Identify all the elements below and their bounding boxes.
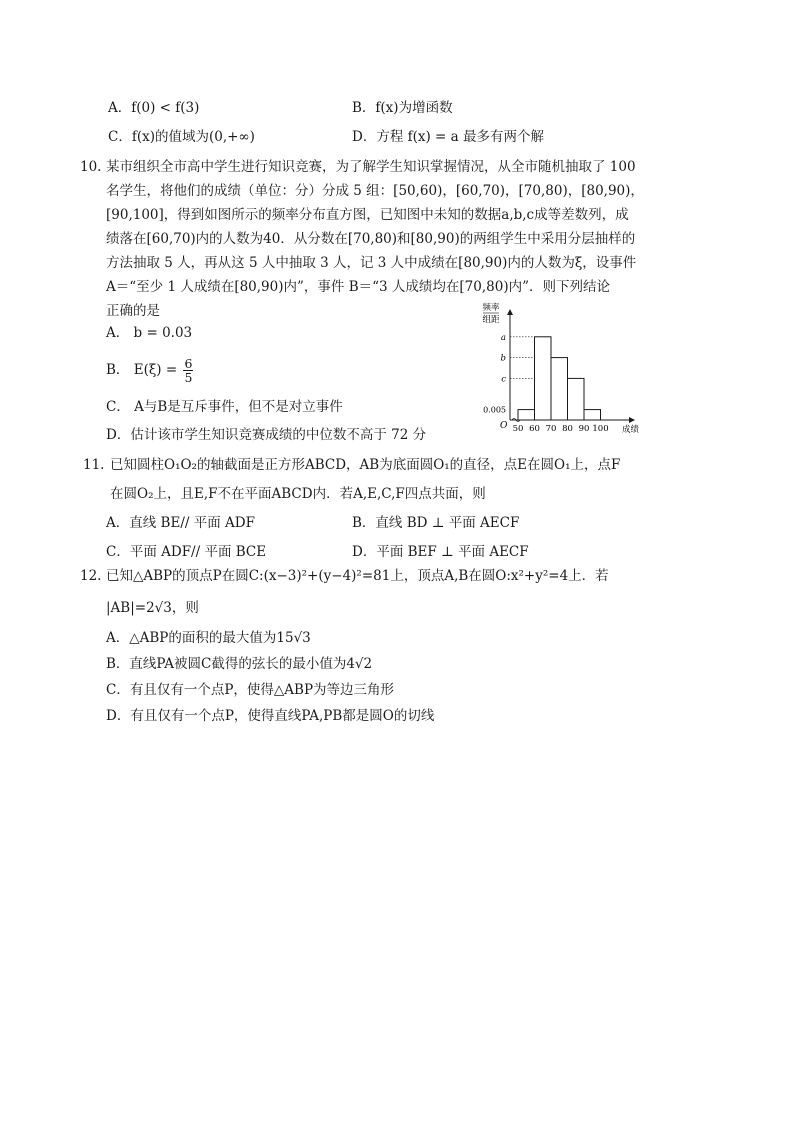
- histogram-bar-2: [535, 337, 552, 420]
- histogram-bar-3: [551, 358, 568, 420]
- q10-option-b: [106, 355, 195, 385]
- histogram-bar-4: [568, 378, 585, 420]
- q11-option-a: A．直线 BE// 平面 ADF: [106, 515, 255, 531]
- y-tick-label-c: c: [501, 374, 506, 385]
- x-tick-label-70: 70: [545, 424, 557, 434]
- q10-option-d: D．估计该市学生知识竞赛成绩的中位数不高于 72 分: [106, 427, 427, 443]
- x-axis-label: 成绩: [622, 425, 640, 435]
- y-tick-label-b: b: [500, 353, 506, 364]
- q10-option-c: C． A与B是互斥事件，但不是对立事件: [106, 399, 343, 415]
- q10-number: 10.: [80, 159, 102, 175]
- x-tick-label-90: 90: [578, 424, 590, 434]
- q11-stem-line-2: 在圆O₂上，且E,F不在平面ABCD内．若A,E,C,F四点共面，则: [110, 486, 486, 502]
- x-tick-label-50: 50: [512, 424, 524, 434]
- q10-option-b-prefix: B． E(ξ) =: [106, 362, 182, 378]
- q10-option-b-numerator: 6: [184, 356, 193, 371]
- q10-option-b-fraction: [183, 357, 193, 384]
- y-tick-label-0005: 0.005: [483, 405, 506, 415]
- q12-option-b: B．直线PA被圆C截得的弦长的最小值为4√2: [106, 656, 373, 672]
- q12-option-d: D．有且仅有一个点P，使得直线PA,PB都是圆O的切线: [106, 708, 435, 724]
- q12-stem-line-2: |AB|=2√3，则: [106, 600, 199, 616]
- q10-stem-line-7: 正确的是: [106, 303, 160, 319]
- q11-option-b: B．直线 BD ⊥ 平面 AECF: [352, 515, 520, 531]
- q9-option-c: C．f(x)的值域为(0,+∞): [108, 129, 255, 145]
- origin-label: O: [500, 421, 508, 431]
- q11-number: 11.: [83, 457, 105, 473]
- q10-stem-line-6: A＝“至少 1 人成绩在[80,90)内”，事件 B＝“3 人成绩均在[70,80)内”．则下列结论: [106, 279, 610, 295]
- q10-stem-line-1: 某市组织全市高中学生进行知识竞赛，为了解学生知识掌握情况，从全市随机抽取了 100: [106, 159, 636, 175]
- q10-stem-line-3: [90,100]，得到如图所示的频率分布直方图，已知图中未知的数据a,b,c成等差数列，成: [106, 207, 629, 223]
- q12-option-c: C．有且仅有一个点P，使得△ABP为等边三角形: [106, 682, 395, 698]
- x-tick-label-100: 100: [592, 424, 609, 434]
- histogram-bar-1: [518, 410, 535, 420]
- q9-option-d: D．方程 f(x) = a 最多有两个解: [352, 129, 544, 145]
- q11-option-d: D．平面 BEF ⊥ 平面 AECF: [352, 544, 529, 560]
- q12-stem-line-1: 已知△ABP的顶点P在圆C:(x−3)²+(y−4)²=81上，顶点A,B在圆O:x²+y²=4上．若: [106, 568, 609, 584]
- q10-stem-line-4: 绩落在[60,70)内的人数为40．从分数在[70,80)和[80,90)的两组学生中采用分层抽样的: [106, 231, 636, 247]
- y-tick-label-a: a: [500, 332, 506, 343]
- y-axis-label-bottom: 组距: [482, 315, 500, 325]
- q11-stem-line-1: 已知圆柱O₁O₂的轴截面是正方形ABCD，AB为底面圆O₁的直径，点E在圆O₁上，点F: [110, 457, 621, 473]
- q12-number: 12.: [80, 568, 102, 584]
- q10-stem-line-2: 名学生，将他们的成绩（单位：分）分成 5 组：[50,60)，[60,70)，[70,80)，[80,90)，: [106, 183, 644, 199]
- q10-stem-line-5: 方法抽取 5 人，再从这 5 人中抽取 3 人，记 3 人中成绩在[80,90)内的人数为ξ，设事件: [106, 255, 637, 271]
- q12-option-a: A．△ABP的面积的最大值为15√3: [106, 630, 311, 646]
- q10-option-b-denominator: 5: [184, 370, 193, 385]
- q9-option-b: B．f(x)为增函数: [352, 100, 453, 116]
- frequency-histogram: [476, 298, 646, 440]
- q11-option-c: C．平面 ADF// 平面 BCE: [106, 544, 267, 560]
- x-tick-label-60: 60: [529, 424, 540, 434]
- q9-option-a: A．f(0) < f(3): [108, 100, 200, 116]
- y-axis-label-top: 频率: [482, 303, 500, 313]
- histogram-bar-5: [584, 410, 601, 420]
- x-tick-label-80: 80: [562, 424, 573, 434]
- q10-option-a: A． b = 0.03: [106, 325, 193, 341]
